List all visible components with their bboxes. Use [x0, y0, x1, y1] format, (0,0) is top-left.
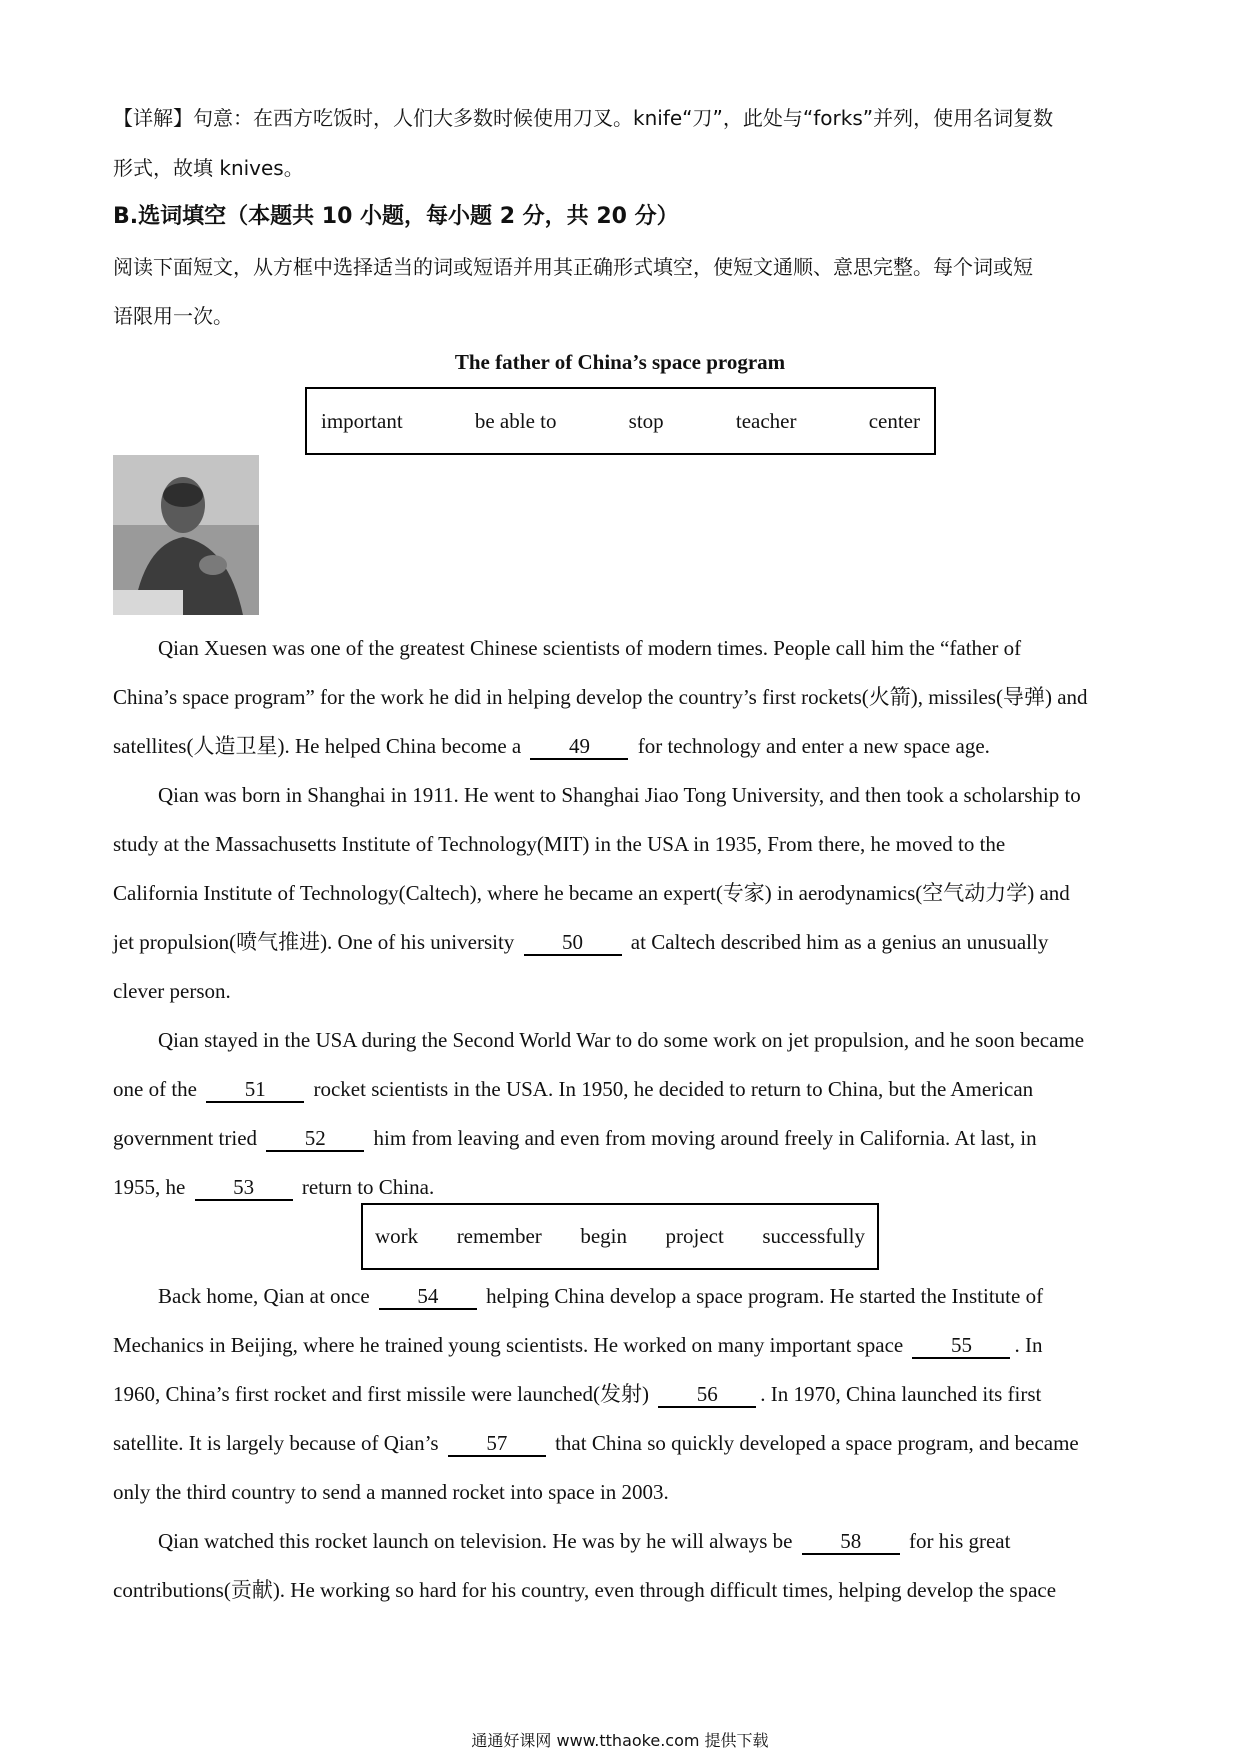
- word-option: be able to: [474, 408, 557, 433]
- blank-54[interactable]: 54: [379, 1284, 477, 1310]
- p4-line-4: satellite. It is largely because of Qian’s 57 that China so quickly developed a space program, and became: [113, 1431, 1079, 1455]
- p2-line-1: Qian was born in Shanghai in 1911. He went to Shanghai Jiao Tong University, and then took a scholarship to: [158, 783, 1081, 807]
- word-option: center: [868, 408, 920, 433]
- word-option: project: [665, 1224, 724, 1248]
- word-box-2: [361, 1203, 879, 1270]
- p5-line-1: Qian watched this rocket launch on television. He was by he will always be 58 for his great: [158, 1529, 1011, 1553]
- blank-50[interactable]: 50: [524, 930, 622, 956]
- blank-53[interactable]: 53: [195, 1175, 293, 1201]
- p1-line-1: Qian Xuesen was one of the greatest Chinese scientists of modern times. People call him the “father of: [158, 636, 1022, 660]
- blank-49[interactable]: 49: [530, 734, 628, 760]
- word-option: successfully: [762, 1224, 865, 1248]
- p5-line-2: contributions(贡献). He working so hard for his country, even through difficult times, helping develop the space: [113, 1578, 1057, 1602]
- word-option: teacher: [735, 408, 797, 433]
- p2-line-4: jet propulsion(喷气推进). One of his university 50 at Caltech described him as a genius an unusually: [113, 930, 1049, 954]
- portrait-photo: [113, 455, 259, 615]
- word-option: begin: [580, 1224, 627, 1248]
- p2-line-2: study at the Massachusetts Institute of Technology(MIT) in the USA in 1935, From there, he moved to the: [113, 832, 1006, 856]
- blank-55[interactable]: 55: [912, 1333, 1010, 1359]
- explanation-line-2: 形式，故填 knives。: [113, 156, 304, 180]
- explanation-line-1: 【详解】句意：在西方吃饭时，人们大多数时候使用刀叉。knife“刀”，此处与“forks”并列，使用名词复数: [113, 106, 1054, 130]
- article-title: The father of China’s space program: [454, 350, 786, 374]
- p3-line-1: Qian stayed in the USA during the Second World War to do some work on jet propulsion, and he soon became: [158, 1028, 1085, 1052]
- word-box-1: [305, 387, 936, 455]
- blank-56[interactable]: 56: [658, 1382, 756, 1408]
- blank-58[interactable]: 58: [802, 1529, 900, 1555]
- instruction-line-2: 语限用一次。: [113, 304, 233, 328]
- p2-line-3: California Institute of Technology(Caltech), where he became an expert(专家) in aerodynamics(空气动力学) and: [113, 881, 1070, 905]
- p4-line-5: only the third country to send a manned rocket into space in 2003.: [113, 1480, 669, 1504]
- p3-line-3: government tried 52 him from leaving and even from moving around freely in California. At last, in: [113, 1126, 1037, 1150]
- word-option: remember: [456, 1224, 542, 1248]
- p2-line-5: clever person.: [113, 979, 231, 1003]
- p3-line-2: one of the 51 rocket scientists in the USA. In 1950, he decided to return to China, but the American: [113, 1077, 1034, 1101]
- blank-57[interactable]: 57: [448, 1431, 546, 1457]
- p1-line-2: China’s space program” for the work he did in helping develop the country’s first rockets(火箭), missiles(导弹) and: [113, 685, 1088, 709]
- p4-line-2: Mechanics in Beijing, where he trained young scientists. He worked on many important space 55 . In: [113, 1333, 1043, 1357]
- p4-line-1: Back home, Qian at once 54 helping China develop a space program. He started the Institute of: [158, 1284, 1044, 1308]
- word-option: important: [321, 408, 403, 433]
- p4-line-3: 1960, China’s first rocket and first missile were launched(发射) 56 . In 1970, China launched its first: [113, 1382, 1042, 1406]
- page-footer: 通通好课网 www.tthaoke.com 提供下载: [471, 1731, 769, 1750]
- word-option: work: [375, 1224, 419, 1248]
- p1-line-3: satellites(人造卫星). He helped China become a 49 for technology and enter a new space age.: [113, 734, 990, 758]
- section-b-heading: B.选词填空（本题共 10 小题，每小题 2 分，共 20 分）: [113, 204, 679, 229]
- word-option: stop: [628, 408, 664, 433]
- blank-52[interactable]: 52: [266, 1126, 364, 1152]
- p3-line-4: 1955, he 53 return to China.: [113, 1175, 435, 1199]
- instruction-line-1: 阅读下面短文，从方框中选择适当的词或短语并用其正确形式填空，使短文通顺、意思完整。每个词或短: [113, 255, 1033, 279]
- blank-51[interactable]: 51: [206, 1077, 304, 1103]
